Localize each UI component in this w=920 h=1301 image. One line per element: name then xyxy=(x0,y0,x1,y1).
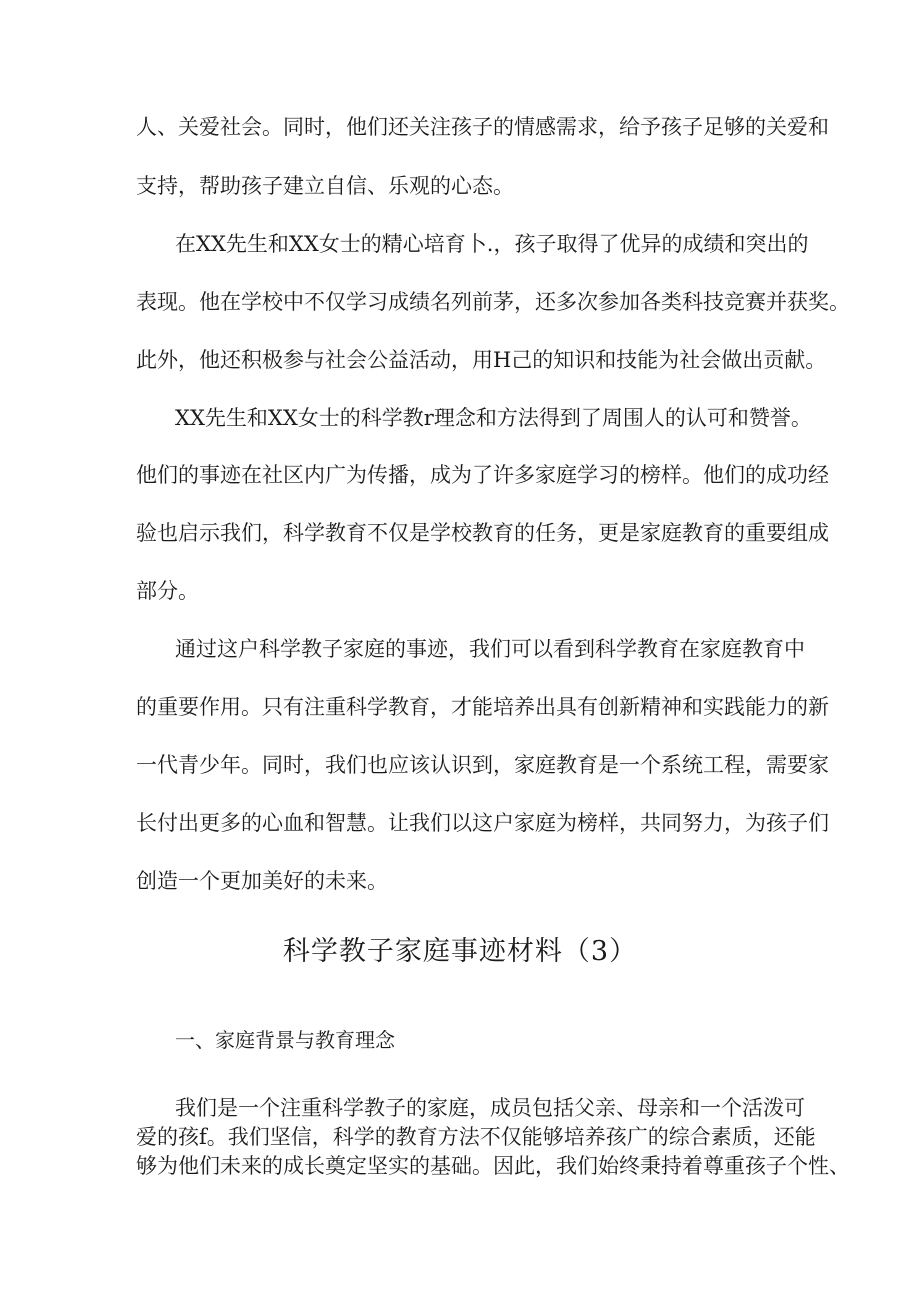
paragraph-line: 够为他们未来的成长奠定坚实的基础。因此，我们始终秉持着尊重孩子个性、 xyxy=(136,1154,850,1178)
paragraph-line: 长付出更多的心血和智慧。让我们以这户家庭为榜样，共同努力，为孩子们 xyxy=(136,811,829,835)
paragraph-line: XX先生和XX女士的科学教r理念和方法得到了周围人的认可和赞誉。 xyxy=(175,406,812,430)
paragraph-line: 他们的事迹在社区内广为传播，成为了许多家庭学习的榜样。他们的成功经 xyxy=(136,463,829,487)
paragraph-line: 爱的孩f。我们坚信，科学的教育方法不仅能够培养孩广的综合素质，还能 xyxy=(136,1125,816,1149)
paragraph-line: 人、关爱社会。同时，他们还关注孩子的情感需求，给予孩子足够的关爱和 xyxy=(136,115,829,139)
paragraph-line: 一代青少年。同时，我们也应该认识到，家庭教育是一个系统工程，需要家 xyxy=(136,753,829,777)
paragraph-line: 通过这户科学教子家庭的事迹，我们可以看到科学教育在家庭教育中 xyxy=(175,637,805,661)
paragraph-line: 我们是一个注重科学教子的家庭，成员包括父亲、母亲和一个活泼可 xyxy=(175,1096,805,1120)
paragraph-line: 部分。 xyxy=(136,579,199,603)
paragraph-line: 此外，他还积极参与社会公益活动，用H己的知识和技能为社会做出贡献。 xyxy=(136,348,827,372)
paragraph-line: 的重要作用。只有注重科学教育，才能培养出具有创新精神和实践能力的新 xyxy=(136,695,829,719)
paragraph-line: 表现。他在学校中不仅学习成绩名列前茅，还多次参加各类科技竞赛并获奖。 xyxy=(136,290,850,314)
paragraph-line: 在XX先生和XX女士的精心培育卜.，孩子取得了优异的成绩和突出的 xyxy=(175,232,809,256)
paragraph-line: 验也启示我们，科学教育不仅是学校教育的任务，更是家庭教育的重要组成 xyxy=(136,521,829,545)
section-title: 科学教子家庭事迹材料（3） xyxy=(282,936,638,967)
paragraph-line: 支持，帮助孩子建立自信、乐观的心态。 xyxy=(136,174,514,198)
section-subheading: 一、家庭背景与教育理念 xyxy=(175,1028,395,1052)
paragraph-line: 创造一个更加美好的未来。 xyxy=(136,869,388,893)
